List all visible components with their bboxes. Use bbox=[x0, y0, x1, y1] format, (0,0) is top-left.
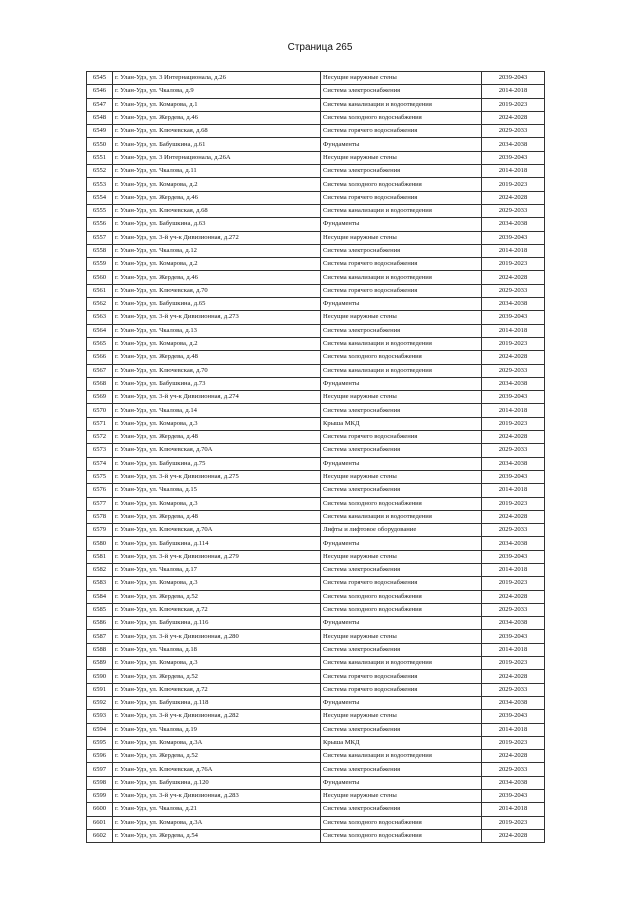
address-cell: г. Улан-Удэ, ул. Комарова, д.3 bbox=[113, 577, 321, 590]
table-row bbox=[87, 125, 545, 138]
address-cell: г. Улан-Удэ, ул. Комарова, д.3 bbox=[113, 657, 321, 670]
address-cell: г. Улан-Удэ, ул. Комарова, д.2 bbox=[113, 337, 321, 350]
repair-period-cell: 2029-2033 bbox=[482, 603, 545, 616]
row-number-cell: 6554 bbox=[87, 191, 113, 204]
building-system-cell: Фундаменты bbox=[321, 298, 482, 311]
repair-period-cell: 2024-2028 bbox=[482, 829, 545, 842]
repair-period-cell: 2034-2038 bbox=[482, 138, 545, 151]
row-number-cell: 6564 bbox=[87, 324, 113, 337]
building-system-cell: Система холодного водоснабжения bbox=[321, 497, 482, 510]
building-system-cell: Система электроснабжения bbox=[321, 244, 482, 257]
row-number-cell: 6601 bbox=[87, 816, 113, 829]
table-row bbox=[87, 497, 545, 510]
table-row bbox=[87, 643, 545, 656]
row-number-cell: 6560 bbox=[87, 271, 113, 284]
table-row bbox=[87, 85, 545, 98]
repair-period-cell: 2014-2018 bbox=[482, 85, 545, 98]
table-row bbox=[87, 151, 545, 164]
table-row bbox=[87, 178, 545, 191]
address-cell: г. Улан-Удэ, ул. Ключевская, д.68 bbox=[113, 125, 321, 138]
repair-period-cell: 2034-2038 bbox=[482, 696, 545, 709]
row-number-cell: 6556 bbox=[87, 218, 113, 231]
address-cell: г. Улан-Удэ, ул. Бабушкина, д.114 bbox=[113, 537, 321, 550]
table-row bbox=[87, 404, 545, 417]
table-row bbox=[87, 111, 545, 124]
row-number-cell: 6573 bbox=[87, 444, 113, 457]
table-row bbox=[87, 603, 545, 616]
repair-period-cell: 2029-2033 bbox=[482, 444, 545, 457]
table-row bbox=[87, 816, 545, 829]
repair-schedule-table bbox=[86, 71, 545, 843]
repair-period-cell: 2019-2023 bbox=[482, 178, 545, 191]
address-cell: г. Улан-Удэ, ул. Бабушкина, д.116 bbox=[113, 617, 321, 630]
address-cell: г. Улан-Удэ, ул. Чкалова, д.15 bbox=[113, 484, 321, 497]
table-row bbox=[87, 723, 545, 736]
building-system-cell: Фундаменты bbox=[321, 537, 482, 550]
row-number-cell: 6549 bbox=[87, 125, 113, 138]
repair-period-cell: 2019-2023 bbox=[482, 816, 545, 829]
table-row bbox=[87, 72, 545, 85]
table-row bbox=[87, 258, 545, 271]
repair-period-cell: 2039-2043 bbox=[482, 790, 545, 803]
address-cell: г. Улан-Удэ, ул. Чкалова, д.21 bbox=[113, 803, 321, 816]
repair-period-cell: 2014-2018 bbox=[482, 803, 545, 816]
repair-period-cell: 2014-2018 bbox=[482, 643, 545, 656]
row-number-cell: 6553 bbox=[87, 178, 113, 191]
row-number-cell: 6588 bbox=[87, 643, 113, 656]
building-system-cell: Система горячего водоснабжения bbox=[321, 683, 482, 696]
address-cell: г. Улан-Удэ, ул. Комарова, д.2 bbox=[113, 258, 321, 271]
address-cell: г. Улан-Удэ, ул. Бабушкина, д.65 bbox=[113, 298, 321, 311]
table-row bbox=[87, 351, 545, 364]
row-number-cell: 6591 bbox=[87, 683, 113, 696]
repair-period-cell: 2039-2043 bbox=[482, 550, 545, 563]
table-row bbox=[87, 510, 545, 523]
table-row bbox=[87, 138, 545, 151]
repair-period-cell: 2034-2038 bbox=[482, 377, 545, 390]
address-cell: г. Улан-Удэ, ул. Чкалова, д.19 bbox=[113, 723, 321, 736]
address-cell: г. Улан-Удэ, ул. Жердева, д.46 bbox=[113, 111, 321, 124]
repair-period-cell: 2019-2023 bbox=[482, 657, 545, 670]
table-row bbox=[87, 431, 545, 444]
repair-period-cell: 2029-2033 bbox=[482, 364, 545, 377]
table-row bbox=[87, 165, 545, 178]
building-system-cell: Система холодного водоснабжения bbox=[321, 351, 482, 364]
address-cell: г. Улан-Удэ, ул. Бабушкина, д.75 bbox=[113, 457, 321, 470]
table-row bbox=[87, 537, 545, 550]
row-number-cell: 6547 bbox=[87, 98, 113, 111]
address-cell: г. Улан-Удэ, ул. Ключевская, д.70А bbox=[113, 444, 321, 457]
row-number-cell: 6552 bbox=[87, 165, 113, 178]
table-row bbox=[87, 710, 545, 723]
building-system-cell: Система электроснабжения bbox=[321, 484, 482, 497]
table-row bbox=[87, 736, 545, 749]
row-number-cell: 6602 bbox=[87, 829, 113, 842]
address-cell: г. Улан-Удэ, ул. Чкалова, д.17 bbox=[113, 563, 321, 576]
row-number-cell: 6583 bbox=[87, 577, 113, 590]
building-system-cell: Крыша МКД bbox=[321, 417, 482, 430]
address-cell: г. Улан-Удэ, ул. 3-й уч-к Дивизионная, д.279 bbox=[113, 550, 321, 563]
row-number-cell: 6559 bbox=[87, 258, 113, 271]
row-number-cell: 6572 bbox=[87, 431, 113, 444]
repair-period-cell: 2024-2028 bbox=[482, 191, 545, 204]
table-row bbox=[87, 271, 545, 284]
building-system-cell: Система электроснабжения bbox=[321, 643, 482, 656]
table-row bbox=[87, 204, 545, 217]
table-row bbox=[87, 231, 545, 244]
repair-period-cell: 2029-2033 bbox=[482, 125, 545, 138]
table-row bbox=[87, 444, 545, 457]
table-row bbox=[87, 484, 545, 497]
row-number-cell: 6598 bbox=[87, 776, 113, 789]
row-number-cell: 6576 bbox=[87, 484, 113, 497]
row-number-cell: 6561 bbox=[87, 284, 113, 297]
row-number-cell: 6557 bbox=[87, 231, 113, 244]
table-row bbox=[87, 630, 545, 643]
table-row bbox=[87, 98, 545, 111]
building-system-cell: Несущие наружные стены bbox=[321, 790, 482, 803]
building-system-cell: Система холодного водоснабжения bbox=[321, 178, 482, 191]
address-cell: г. Улан-Удэ, ул. Бабушкина, д.63 bbox=[113, 218, 321, 231]
building-system-cell: Несущие наружные стены bbox=[321, 630, 482, 643]
table-row bbox=[87, 191, 545, 204]
building-system-cell: Фундаменты bbox=[321, 377, 482, 390]
table-row bbox=[87, 803, 545, 816]
address-cell: г. Улан-Удэ, ул. Жердева, д.48 bbox=[113, 431, 321, 444]
table-row bbox=[87, 298, 545, 311]
building-system-cell: Фундаменты bbox=[321, 776, 482, 789]
repair-period-cell: 2024-2028 bbox=[482, 750, 545, 763]
row-number-cell: 6590 bbox=[87, 670, 113, 683]
table-row bbox=[87, 750, 545, 763]
table-row bbox=[87, 244, 545, 257]
repair-period-cell: 2039-2043 bbox=[482, 311, 545, 324]
table-row bbox=[87, 470, 545, 483]
repair-period-cell: 2019-2023 bbox=[482, 258, 545, 271]
table-row bbox=[87, 790, 545, 803]
address-cell: г. Улан-Удэ, ул. Ключевская, д.70А bbox=[113, 524, 321, 537]
building-system-cell: Система холодного водоснабжения bbox=[321, 829, 482, 842]
row-number-cell: 6593 bbox=[87, 710, 113, 723]
address-cell: г. Улан-Удэ, ул. Бабушкина, д.73 bbox=[113, 377, 321, 390]
table-row bbox=[87, 311, 545, 324]
building-system-cell: Система электроснабжения bbox=[321, 404, 482, 417]
address-cell: г. Улан-Удэ, ул. 3 Интернационала, д.26А bbox=[113, 151, 321, 164]
address-cell: г. Улан-Удэ, ул. Жердева, д.52 bbox=[113, 670, 321, 683]
building-system-cell: Система электроснабжения bbox=[321, 165, 482, 178]
row-number-cell: 6586 bbox=[87, 617, 113, 630]
building-system-cell: Несущие наружные стены bbox=[321, 391, 482, 404]
address-cell: г. Улан-Удэ, ул. 3-й уч-к Дивизионная, д.283 bbox=[113, 790, 321, 803]
table-row bbox=[87, 324, 545, 337]
repair-period-cell: 2029-2033 bbox=[482, 683, 545, 696]
repair-period-cell: 2024-2028 bbox=[482, 271, 545, 284]
building-system-cell: Система горячего водоснабжения bbox=[321, 577, 482, 590]
row-number-cell: 6545 bbox=[87, 72, 113, 85]
building-system-cell: Система холодного водоснабжения bbox=[321, 590, 482, 603]
repair-period-cell: 2034-2038 bbox=[482, 537, 545, 550]
repair-period-cell: 2039-2043 bbox=[482, 391, 545, 404]
building-system-cell: Система электроснабжения bbox=[321, 763, 482, 776]
address-cell: г. Улан-Удэ, ул. Жердева, д.48 bbox=[113, 351, 321, 364]
row-number-cell: 6574 bbox=[87, 457, 113, 470]
repair-period-cell: 2014-2018 bbox=[482, 484, 545, 497]
address-cell: г. Улан-Удэ, ул. Жердева, д.46 bbox=[113, 271, 321, 284]
address-cell: г. Улан-Удэ, ул. Бабушкина, д.118 bbox=[113, 696, 321, 709]
row-number-cell: 6565 bbox=[87, 337, 113, 350]
building-system-cell: Система канализации и водоотведения bbox=[321, 337, 482, 350]
row-number-cell: 6584 bbox=[87, 590, 113, 603]
repair-period-cell: 2039-2043 bbox=[482, 231, 545, 244]
repair-period-cell: 2034-2038 bbox=[482, 457, 545, 470]
address-cell: г. Улан-Удэ, ул. Жердева, д.52 bbox=[113, 590, 321, 603]
building-system-cell: Система канализации и водоотведения bbox=[321, 657, 482, 670]
table-row bbox=[87, 617, 545, 630]
address-cell: г. Улан-Удэ, ул. Жердева, д.48 bbox=[113, 510, 321, 523]
building-system-cell: Система горячего водоснабжения bbox=[321, 670, 482, 683]
building-system-cell: Система электроснабжения bbox=[321, 444, 482, 457]
repair-period-cell: 2034-2038 bbox=[482, 617, 545, 630]
building-system-cell: Несущие наружные стены bbox=[321, 311, 482, 324]
row-number-cell: 6579 bbox=[87, 524, 113, 537]
address-cell: г. Улан-Удэ, ул. 3-й уч-к Дивизионная, д.280 bbox=[113, 630, 321, 643]
building-system-cell: Несущие наружные стены bbox=[321, 72, 482, 85]
row-number-cell: 6581 bbox=[87, 550, 113, 563]
row-number-cell: 6594 bbox=[87, 723, 113, 736]
row-number-cell: 6585 bbox=[87, 603, 113, 616]
building-system-cell: Несущие наружные стены bbox=[321, 231, 482, 244]
table-row bbox=[87, 696, 545, 709]
building-system-cell: Крыша МКД bbox=[321, 736, 482, 749]
row-number-cell: 6555 bbox=[87, 204, 113, 217]
row-number-cell: 6599 bbox=[87, 790, 113, 803]
table-row bbox=[87, 337, 545, 350]
table-body bbox=[87, 72, 545, 843]
address-cell: г. Улан-Удэ, ул. Бабушкина, д.61 bbox=[113, 138, 321, 151]
address-cell: г. Улан-Удэ, ул. Ключевская, д.72 bbox=[113, 683, 321, 696]
table-row bbox=[87, 524, 545, 537]
building-system-cell: Несущие наружные стены bbox=[321, 710, 482, 723]
page-number-label: Страница 265 bbox=[287, 42, 353, 53]
building-system-cell: Система горячего водоснабжения bbox=[321, 125, 482, 138]
building-system-cell: Несущие наружные стены bbox=[321, 550, 482, 563]
address-cell: г. Улан-Удэ, ул. Комарова, д.1 bbox=[113, 98, 321, 111]
building-system-cell: Несущие наружные стены bbox=[321, 470, 482, 483]
address-cell: г. Улан-Удэ, ул. Чкалова, д.14 bbox=[113, 404, 321, 417]
building-system-cell: Система холодного водоснабжения bbox=[321, 816, 482, 829]
row-number-cell: 6597 bbox=[87, 763, 113, 776]
table-row bbox=[87, 550, 545, 563]
row-number-cell: 6589 bbox=[87, 657, 113, 670]
repair-period-cell: 2034-2038 bbox=[482, 298, 545, 311]
repair-period-cell: 2014-2018 bbox=[482, 324, 545, 337]
building-system-cell: Система электроснабжения bbox=[321, 85, 482, 98]
repair-period-cell: 2039-2043 bbox=[482, 72, 545, 85]
row-number-cell: 6546 bbox=[87, 85, 113, 98]
repair-period-cell: 2024-2028 bbox=[482, 351, 545, 364]
address-cell: г. Улан-Удэ, ул. 3-й уч-к Дивизионная, д.274 bbox=[113, 391, 321, 404]
repair-period-cell: 2014-2018 bbox=[482, 563, 545, 576]
repair-period-cell: 2024-2028 bbox=[482, 670, 545, 683]
table-row bbox=[87, 218, 545, 231]
building-system-cell: Фундаменты bbox=[321, 138, 482, 151]
repair-period-cell: 2034-2038 bbox=[482, 776, 545, 789]
row-number-cell: 6595 bbox=[87, 736, 113, 749]
building-system-cell: Система горячего водоснабжения bbox=[321, 284, 482, 297]
address-cell: г. Улан-Удэ, ул. 3-й уч-к Дивизионная, д.275 bbox=[113, 470, 321, 483]
address-cell: г. Улан-Удэ, ул. Ключевская, д.70 bbox=[113, 364, 321, 377]
building-system-cell: Система электроснабжения bbox=[321, 723, 482, 736]
row-number-cell: 6582 bbox=[87, 563, 113, 576]
address-cell: г. Улан-Удэ, ул. Ключевская, д.76А bbox=[113, 763, 321, 776]
building-system-cell: Система канализации и водоотведения bbox=[321, 510, 482, 523]
building-system-cell: Система горячего водоснабжения bbox=[321, 191, 482, 204]
address-cell: г. Улан-Удэ, ул. Комарова, д.3 bbox=[113, 497, 321, 510]
repair-period-cell: 2014-2018 bbox=[482, 404, 545, 417]
building-system-cell: Фундаменты bbox=[321, 218, 482, 231]
table-row bbox=[87, 657, 545, 670]
building-system-cell: Лифты и лифтовое оборудование bbox=[321, 524, 482, 537]
building-system-cell: Фундаменты bbox=[321, 617, 482, 630]
repair-period-cell: 2029-2033 bbox=[482, 524, 545, 537]
repair-period-cell: 2024-2028 bbox=[482, 510, 545, 523]
table-row bbox=[87, 391, 545, 404]
table-row bbox=[87, 563, 545, 576]
address-cell: г. Улан-Удэ, ул. Ключевская, д.72 bbox=[113, 603, 321, 616]
building-system-cell: Система канализации и водоотведения bbox=[321, 750, 482, 763]
repair-period-cell: 2024-2028 bbox=[482, 111, 545, 124]
row-number-cell: 6596 bbox=[87, 750, 113, 763]
address-cell: г. Улан-Удэ, ул. Жердева, д.54 bbox=[113, 829, 321, 842]
address-cell: г. Улан-Удэ, ул. Жердева, д.52 bbox=[113, 750, 321, 763]
address-cell: г. Улан-Удэ, ул. 3 Интернационала, д.26 bbox=[113, 72, 321, 85]
table-row bbox=[87, 683, 545, 696]
repair-period-cell: 2039-2043 bbox=[482, 151, 545, 164]
row-number-cell: 6558 bbox=[87, 244, 113, 257]
building-system-cell: Система горячего водоснабжения bbox=[321, 431, 482, 444]
building-system-cell: Несущие наружные стены bbox=[321, 151, 482, 164]
building-system-cell: Система электроснабжения bbox=[321, 324, 482, 337]
repair-period-cell: 2039-2043 bbox=[482, 470, 545, 483]
address-cell: г. Улан-Удэ, ул. 3-й уч-к Дивизионная, д.272 bbox=[113, 231, 321, 244]
repair-period-cell: 2024-2028 bbox=[482, 431, 545, 444]
row-number-cell: 6562 bbox=[87, 298, 113, 311]
address-cell: г. Улан-Удэ, ул. Комарова, д.3А bbox=[113, 736, 321, 749]
table-row bbox=[87, 364, 545, 377]
row-number-cell: 6577 bbox=[87, 497, 113, 510]
repair-period-cell: 2024-2028 bbox=[482, 590, 545, 603]
table-row bbox=[87, 457, 545, 470]
address-cell: г. Улан-Удэ, ул. Чкалова, д.13 bbox=[113, 324, 321, 337]
building-system-cell: Система горячего водоснабжения bbox=[321, 258, 482, 271]
row-number-cell: 6587 bbox=[87, 630, 113, 643]
repair-period-cell: 2019-2023 bbox=[482, 98, 545, 111]
row-number-cell: 6551 bbox=[87, 151, 113, 164]
repair-period-cell: 2019-2023 bbox=[482, 577, 545, 590]
building-system-cell: Система канализации и водоотведения bbox=[321, 98, 482, 111]
address-cell: г. Улан-Удэ, ул. 3-й уч-к Дивизионная, д.282 bbox=[113, 710, 321, 723]
row-number-cell: 6568 bbox=[87, 377, 113, 390]
address-cell: г. Улан-Удэ, ул. Комарова, д.3 bbox=[113, 417, 321, 430]
building-system-cell: Система холодного водоснабжения bbox=[321, 111, 482, 124]
building-system-cell: Система канализации и водоотведения bbox=[321, 271, 482, 284]
address-cell: г. Улан-Удэ, ул. Жердева, д.46 bbox=[113, 191, 321, 204]
row-number-cell: 6570 bbox=[87, 404, 113, 417]
building-system-cell: Система холодного водоснабжения bbox=[321, 603, 482, 616]
row-number-cell: 6566 bbox=[87, 351, 113, 364]
table-row bbox=[87, 590, 545, 603]
row-number-cell: 6548 bbox=[87, 111, 113, 124]
row-number-cell: 6600 bbox=[87, 803, 113, 816]
table-row bbox=[87, 577, 545, 590]
table-row bbox=[87, 776, 545, 789]
repair-period-cell: 2039-2043 bbox=[482, 630, 545, 643]
table-row bbox=[87, 377, 545, 390]
repair-period-cell: 2029-2033 bbox=[482, 763, 545, 776]
repair-period-cell: 2019-2023 bbox=[482, 417, 545, 430]
building-system-cell: Система электроснабжения bbox=[321, 563, 482, 576]
repair-period-cell: 2019-2023 bbox=[482, 497, 545, 510]
building-system-cell: Фундаменты bbox=[321, 696, 482, 709]
repair-period-cell: 2014-2018 bbox=[482, 723, 545, 736]
row-number-cell: 6578 bbox=[87, 510, 113, 523]
building-system-cell: Система электроснабжения bbox=[321, 803, 482, 816]
address-cell: г. Улан-Удэ, ул. Бабушкина, д.120 bbox=[113, 776, 321, 789]
row-number-cell: 6563 bbox=[87, 311, 113, 324]
repair-period-cell: 2034-2038 bbox=[482, 218, 545, 231]
row-number-cell: 6571 bbox=[87, 417, 113, 430]
repair-period-cell: 2029-2033 bbox=[482, 204, 545, 217]
table-row bbox=[87, 417, 545, 430]
address-cell: г. Улан-Удэ, ул. Чкалова, д.11 bbox=[113, 165, 321, 178]
address-cell: г. Улан-Удэ, ул. Комарова, д.2 bbox=[113, 178, 321, 191]
row-number-cell: 6580 bbox=[87, 537, 113, 550]
table-row bbox=[87, 829, 545, 842]
address-cell: г. Улан-Удэ, ул. Чкалова, д.12 bbox=[113, 244, 321, 257]
row-number-cell: 6592 bbox=[87, 696, 113, 709]
row-number-cell: 6575 bbox=[87, 470, 113, 483]
repair-period-cell: 2019-2023 bbox=[482, 337, 545, 350]
address-cell: г. Улан-Удэ, ул. Комарова, д.3А bbox=[113, 816, 321, 829]
address-cell: г. Улан-Удэ, ул. 3-й уч-к Дивизионная, д.273 bbox=[113, 311, 321, 324]
table-row bbox=[87, 284, 545, 297]
table-row bbox=[87, 670, 545, 683]
address-cell: г. Улан-Удэ, ул. Чкалова, д.18 bbox=[113, 643, 321, 656]
repair-period-cell: 2019-2023 bbox=[482, 736, 545, 749]
address-cell: г. Улан-Удэ, ул. Ключевская, д.68 bbox=[113, 204, 321, 217]
table-row bbox=[87, 763, 545, 776]
row-number-cell: 6567 bbox=[87, 364, 113, 377]
building-system-cell: Система канализации и водоотведения bbox=[321, 204, 482, 217]
repair-period-cell: 2029-2033 bbox=[482, 284, 545, 297]
building-system-cell: Система канализации и водоотведения bbox=[321, 364, 482, 377]
row-number-cell: 6550 bbox=[87, 138, 113, 151]
repair-period-cell: 2014-2018 bbox=[482, 244, 545, 257]
repair-period-cell: 2014-2018 bbox=[482, 165, 545, 178]
address-cell: г. Улан-Удэ, ул. Чкалова, д.9 bbox=[113, 85, 321, 98]
building-system-cell: Фундаменты bbox=[321, 457, 482, 470]
row-number-cell: 6569 bbox=[87, 391, 113, 404]
address-cell: г. Улан-Удэ, ул. Ключевская, д.70 bbox=[113, 284, 321, 297]
repair-period-cell: 2039-2043 bbox=[482, 710, 545, 723]
